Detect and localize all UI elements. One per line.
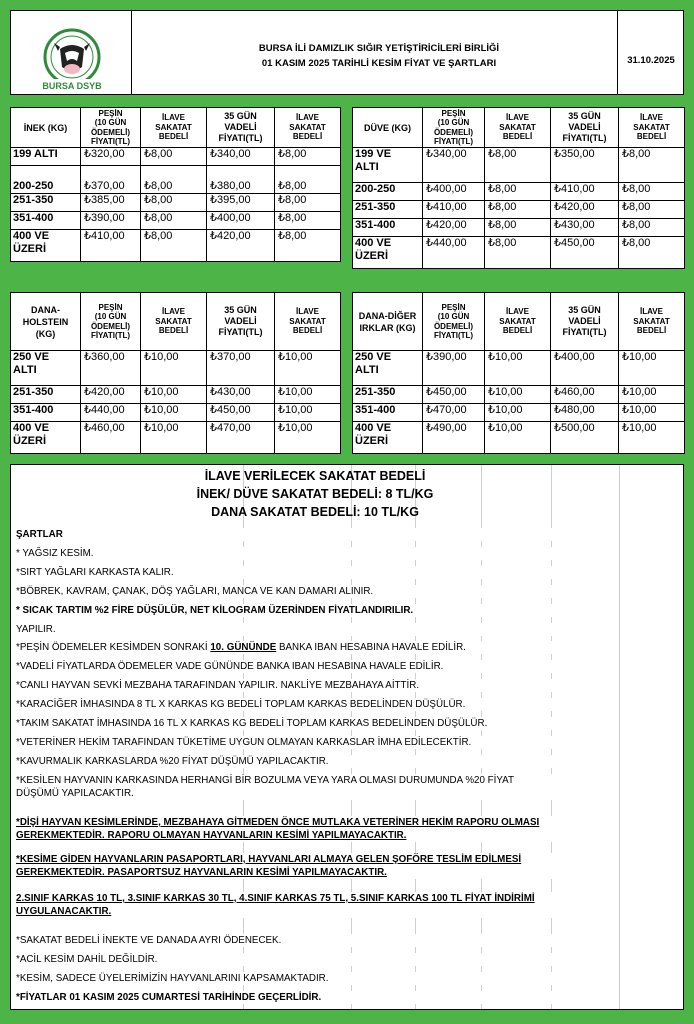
table-cell: ₺8,00 bbox=[141, 212, 207, 230]
table-cell: ₺8,00 bbox=[275, 212, 341, 230]
table-cell: ₺390,00 bbox=[423, 351, 485, 386]
condition-line: *BÖBREK, KAVRAM, ÇANAK, DÖŞ YAĞLARI, MANCA VE KAN DAMARI ALINIR. bbox=[16, 585, 616, 598]
header bbox=[10, 10, 684, 95]
table-cell: ₺440,00 bbox=[81, 404, 141, 422]
condition-line: YAPILIR. bbox=[16, 623, 616, 636]
table-cell: ₺385,00 bbox=[81, 194, 141, 212]
table-cell: ₺8,00 bbox=[619, 237, 685, 269]
table-cell: ₺8,00 bbox=[619, 183, 685, 201]
table-cell: ₺470,00 bbox=[207, 422, 275, 454]
table-cell: ₺10,00 bbox=[141, 351, 207, 386]
table-row bbox=[353, 386, 685, 404]
table-cell: ₺450,00 bbox=[207, 404, 275, 422]
table-cell: ₺420,00 bbox=[551, 201, 619, 219]
header-divider bbox=[617, 11, 618, 94]
table-cell: ₺410,00 bbox=[81, 230, 141, 262]
col-header-category: İNEK (KG) bbox=[11, 108, 81, 148]
table-cell: ₺410,00 bbox=[551, 183, 619, 201]
table-cell: ₺8,00 bbox=[485, 148, 551, 183]
table-cell: ₺8,00 bbox=[275, 166, 341, 194]
table-cell: ₺380,00 bbox=[207, 166, 275, 194]
table-cell: ₺10,00 bbox=[141, 404, 207, 422]
table-row bbox=[353, 201, 685, 219]
condition-line: *KAVURMALIK KARKASLARDA %20 FİYAT DÜŞÜMÜ YAPILACAKTIR. bbox=[16, 755, 616, 768]
condition-line: *VETERİNER HEKİM TARAFINDAN TÜKETİME UYGUN OLMAYAN KARKASLAR İMHA EDİLECEKTİR. bbox=[16, 736, 616, 749]
table-cell: ₺390,00 bbox=[81, 212, 141, 230]
header-title-line1: BURSA İLİ DAMIZLIK SIĞIR YETİŞTİRİCİLERİ BİRLİĞİ bbox=[258, 43, 500, 54]
diger-irklar-price-table bbox=[352, 292, 685, 454]
table-cell: ₺8,00 bbox=[141, 230, 207, 262]
table-cell: ₺8,00 bbox=[485, 237, 551, 269]
col-header-category: DÜVE (KG) bbox=[353, 108, 423, 148]
table-cell: 250 VE ALTI bbox=[11, 351, 81, 386]
header-date: 31.10.2025 bbox=[627, 55, 675, 66]
table-row bbox=[11, 404, 341, 422]
header-divider bbox=[131, 11, 132, 94]
table-cell: 351-400 bbox=[11, 404, 81, 422]
table-cell: ₺430,00 bbox=[551, 219, 619, 237]
table-cell: ₺500,00 bbox=[551, 422, 619, 454]
table-row bbox=[11, 212, 341, 230]
col-header-vadeli: 35 GÜN VADELİ FİYATI(TL) bbox=[207, 293, 275, 351]
condition-line: *ACİL KESİM DAHİL DEĞİLDİR. bbox=[16, 953, 616, 966]
table-cell: 200-250 bbox=[11, 166, 81, 194]
sakatat-heading: İLAVE VERİLECEK SAKATAT BEDELİ bbox=[204, 469, 426, 483]
condition-line: *SIRT YAĞLARI KARKASTA KALIR. bbox=[16, 566, 616, 579]
table-cell: ₺8,00 bbox=[275, 148, 341, 166]
table-cell: ₺8,00 bbox=[485, 183, 551, 201]
table-cell: 351-400 bbox=[353, 219, 423, 237]
col-header-ilave: İLAVE SAKATAT BEDELİ bbox=[485, 108, 551, 148]
table-cell: ₺490,00 bbox=[423, 422, 485, 454]
table-row bbox=[353, 404, 685, 422]
table-cell: ₺360,00 bbox=[81, 351, 141, 386]
table-cell: ₺460,00 bbox=[81, 422, 141, 454]
table-row bbox=[11, 194, 341, 212]
table-row bbox=[353, 237, 685, 269]
table-cell: ₺10,00 bbox=[485, 404, 551, 422]
table-cell: ₺8,00 bbox=[619, 219, 685, 237]
col-header-ilave: İLAVE SAKATAT BEDELİ bbox=[141, 293, 207, 351]
table-row bbox=[353, 422, 685, 454]
table-cell: ₺10,00 bbox=[619, 404, 685, 422]
condition-line: *KESİM, SADECE ÜYELERİMİZİN HAYVANLARINI KAPSAMAKTADIR. bbox=[16, 972, 616, 985]
col-header-vadeli: 35 GÜN VADELİ FİYATI(TL) bbox=[551, 108, 619, 148]
table-cell: 251-350 bbox=[353, 386, 423, 404]
table-cell: 200-250 bbox=[353, 183, 423, 201]
condition-bold: *KESİME GİDEN HAYVANLARIN PASAPORTLARI, HAYVANLARI ALMAYA GELEN ŞOFÖRE TESLİM EDİLMESİ GEREKMEKTEDİR. PASAPORTSUZ HAYVANLARIN KESİMİ YAPILMAYACAKTIR. bbox=[16, 853, 616, 879]
table-row bbox=[11, 230, 341, 262]
table-cell: ₺460,00 bbox=[551, 386, 619, 404]
condition-line: *FİYATLAR 01 KASIM 2025 CUMARTESİ TARİHİNDE GEÇERLİDİR. bbox=[16, 991, 616, 1004]
table-cell: ₺420,00 bbox=[423, 219, 485, 237]
table-cell: ₺10,00 bbox=[275, 386, 341, 404]
table-cell: ₺10,00 bbox=[485, 422, 551, 454]
condition-bold: *DİŞİ HAYVAN KESİMLERİNDE, MEZBAHAYA GİTMEDEN ÖNCE MUTLAKA VETERİNER HEKİM RAPORU OLMASI GEREKMEKTEDİR. RAPORU OLMAYAN HAYVANLARIN KESİMİ YAPILMAYACAKTIR. bbox=[16, 816, 616, 842]
table-cell: ₺350,00 bbox=[551, 148, 619, 183]
table-row bbox=[11, 386, 341, 404]
table-cell: ₺480,00 bbox=[551, 404, 619, 422]
duve-price-table bbox=[352, 107, 685, 269]
condition-bold: 2.SINIF KARKAS 10 TL, 3.SINIF KARKAS 30 TL, 4.SINIF KARKAS 75 TL, 5.SINIF KARKAS 100 TL FİYAT İNDİRİMİ UYGULANACAKTIR. bbox=[16, 892, 616, 918]
condition-line: *KARACİĞER İMHASINDA 8 TL X KARKAS KG BEDELİ TOPLAM KARKAS BEDELİNDEN DÜŞÜLÜR. bbox=[16, 698, 616, 711]
table-cell: ₺10,00 bbox=[485, 386, 551, 404]
table-row bbox=[353, 148, 685, 183]
col-header-ilave: İLAVE SAKATAT BEDELİ bbox=[619, 108, 685, 148]
table-row bbox=[11, 422, 341, 454]
table-cell: ₺10,00 bbox=[141, 422, 207, 454]
table-cell: ₺10,00 bbox=[275, 351, 341, 386]
header-title-line2: 01 KASIM 2025 TARİHLİ KESİM FİYAT VE ŞARTLARI bbox=[261, 58, 497, 69]
condition-line: *CANLI HAYVAN SEVKİ MEZBAHA TARAFINDAN YAPILIR. NAKLİYE MEZBAHAYA AİTTİR. bbox=[16, 679, 616, 692]
col-header-ilave: İLAVE SAKATAT BEDELİ bbox=[275, 293, 341, 351]
table-cell: ₺10,00 bbox=[619, 351, 685, 386]
dana-sakatat: DANA SAKATAT BEDELİ: 10 TL/KG bbox=[211, 505, 419, 519]
table-cell: 400 VE ÜZERİ bbox=[11, 422, 81, 454]
table-row bbox=[11, 351, 341, 386]
table-row bbox=[11, 166, 341, 194]
table-cell: ₺450,00 bbox=[551, 237, 619, 269]
table-cell: ₺320,00 bbox=[81, 148, 141, 166]
table-row bbox=[11, 148, 341, 166]
col-header-pesin: PEŞİN (10 GÜN ÖDEMELİ) FİYATI(TL) bbox=[81, 293, 141, 351]
condition-line: * YAĞSIZ KESİM. bbox=[16, 547, 616, 560]
col-header-ilave: İLAVE SAKATAT BEDELİ bbox=[141, 108, 207, 148]
col-header-vadeli: 35 GÜN VADELİ FİYATI(TL) bbox=[551, 293, 619, 351]
col-header-category: DANA- HOLSTEIN (KG) bbox=[11, 293, 81, 351]
condition-line: *PEŞİN ÖDEMELER KESİMDEN SONRAKİ 10. GÜNÜNDE BANKA IBAN HESABINA HAVALE EDİLİR. bbox=[16, 641, 616, 654]
table-cell: ₺470,00 bbox=[423, 404, 485, 422]
col-header-vadeli: 35 GÜN VADELİ FİYATI(TL) bbox=[207, 108, 275, 148]
table-cell: ₺420,00 bbox=[207, 230, 275, 262]
table-cell: ₺8,00 bbox=[141, 194, 207, 212]
table-cell: 199 VE ALTI bbox=[353, 148, 423, 183]
col-header-ilave: İLAVE SAKATAT BEDELİ bbox=[275, 108, 341, 148]
table-cell: ₺340,00 bbox=[423, 148, 485, 183]
cow-logo bbox=[27, 27, 117, 93]
table-row bbox=[353, 219, 685, 237]
table-cell: 351-400 bbox=[11, 212, 81, 230]
table-row bbox=[353, 183, 685, 201]
col-header-ilave: İLAVE SAKATAT BEDELİ bbox=[485, 293, 551, 351]
table-cell: ₺440,00 bbox=[423, 237, 485, 269]
table-cell: ₺8,00 bbox=[275, 194, 341, 212]
table-cell: ₺400,00 bbox=[207, 212, 275, 230]
col-header-pesin: PEŞİN (10 GÜN ÖDEMELİ) FİYATI(TL) bbox=[423, 293, 485, 351]
condition-line: *TAKIM SAKATAT İMHASINDA 16 TL X KARKAS KG BEDELİ TOPLAM KARKAS BEDELİNDEN DÜŞÜLÜR. bbox=[16, 717, 616, 730]
inek-price-table bbox=[10, 107, 341, 262]
table-cell: 400 VE ÜZERİ bbox=[11, 230, 81, 262]
table-cell: 400 VE ÜZERİ bbox=[353, 422, 423, 454]
table-cell: ₺10,00 bbox=[141, 386, 207, 404]
table-cell: ₺8,00 bbox=[485, 201, 551, 219]
table-cell: 251-350 bbox=[353, 201, 423, 219]
table-cell: ₺400,00 bbox=[551, 351, 619, 386]
col-header-pesin: PEŞİN (10 GÜN ÖDEMELİ) FİYATI(TL) bbox=[81, 108, 141, 148]
table-cell: ₺450,00 bbox=[423, 386, 485, 404]
table-cell: ₺370,00 bbox=[81, 166, 141, 194]
col-header-category: DANA-DİĞER IRKLAR (KG) bbox=[353, 293, 423, 351]
table-cell: 199 ALTI bbox=[11, 148, 81, 166]
table-cell: ₺8,00 bbox=[619, 148, 685, 183]
condition-line: *VADELİ FİYATLARDA ÖDEMELER VADE GÜNÜNDE BANKA IBAN HESABINA HAVALE EDİLİR. bbox=[16, 660, 616, 673]
condition-line: *KESİLEN HAYVANIN KARKASINDA HERHANGİ BİR BOZULMA VEYA YARA OLMASI DURUMUNDA %20 FİYAT DÜŞÜMÜ YAPILACAKTIR. bbox=[16, 774, 616, 800]
table-cell: ₺8,00 bbox=[619, 201, 685, 219]
table-cell: ₺395,00 bbox=[207, 194, 275, 212]
condition-line: *SAKATAT BEDELİ İNEKTE VE DANADA AYRI ÖDENECEK. bbox=[16, 934, 616, 947]
table-cell: ₺8,00 bbox=[141, 166, 207, 194]
table-cell: ₺10,00 bbox=[619, 422, 685, 454]
sartlar-title: ŞARTLAR bbox=[16, 528, 616, 541]
table-cell: ₺370,00 bbox=[207, 351, 275, 386]
col-header-ilave: İLAVE SAKATAT BEDELİ bbox=[619, 293, 685, 351]
table-cell: ₺8,00 bbox=[485, 219, 551, 237]
table-cell: ₺10,00 bbox=[275, 404, 341, 422]
table-cell: ₺340,00 bbox=[207, 148, 275, 166]
table-cell: 250 VE ALTI bbox=[353, 351, 423, 386]
table-cell: ₺10,00 bbox=[619, 386, 685, 404]
table-cell: ₺10,00 bbox=[485, 351, 551, 386]
logo-text: BURSA DSYB bbox=[42, 81, 102, 91]
condition-line: * SICAK TARTIM %2 FİRE DÜŞÜLÜR, NET KİLOGRAM ÜZERİNDEN FİYATLANDIRILIR. bbox=[16, 604, 616, 617]
inek-duve-sakatat: İNEK/ DÜVE SAKATAT BEDELİ: 8 TL/KG bbox=[196, 487, 434, 501]
header-title bbox=[141, 41, 617, 71]
table-cell: ₺400,00 bbox=[423, 183, 485, 201]
table-cell: ₺8,00 bbox=[141, 148, 207, 166]
table-cell: 400 VE ÜZERİ bbox=[353, 237, 423, 269]
col-header-pesin: PEŞİN (10 GÜN ÖDEMELİ) FİYATI(TL) bbox=[423, 108, 485, 148]
table-cell: 251-350 bbox=[11, 386, 81, 404]
table-cell: ₺10,00 bbox=[275, 422, 341, 454]
table-cell: ₺430,00 bbox=[207, 386, 275, 404]
table-cell: ₺410,00 bbox=[423, 201, 485, 219]
table-cell: ₺420,00 bbox=[81, 386, 141, 404]
conditions-section bbox=[10, 464, 684, 1010]
holstein-price-table bbox=[10, 292, 341, 454]
table-cell: ₺8,00 bbox=[275, 230, 341, 262]
table-row bbox=[353, 351, 685, 386]
table-cell: 251-350 bbox=[11, 194, 81, 212]
table-cell: 351-400 bbox=[353, 404, 423, 422]
